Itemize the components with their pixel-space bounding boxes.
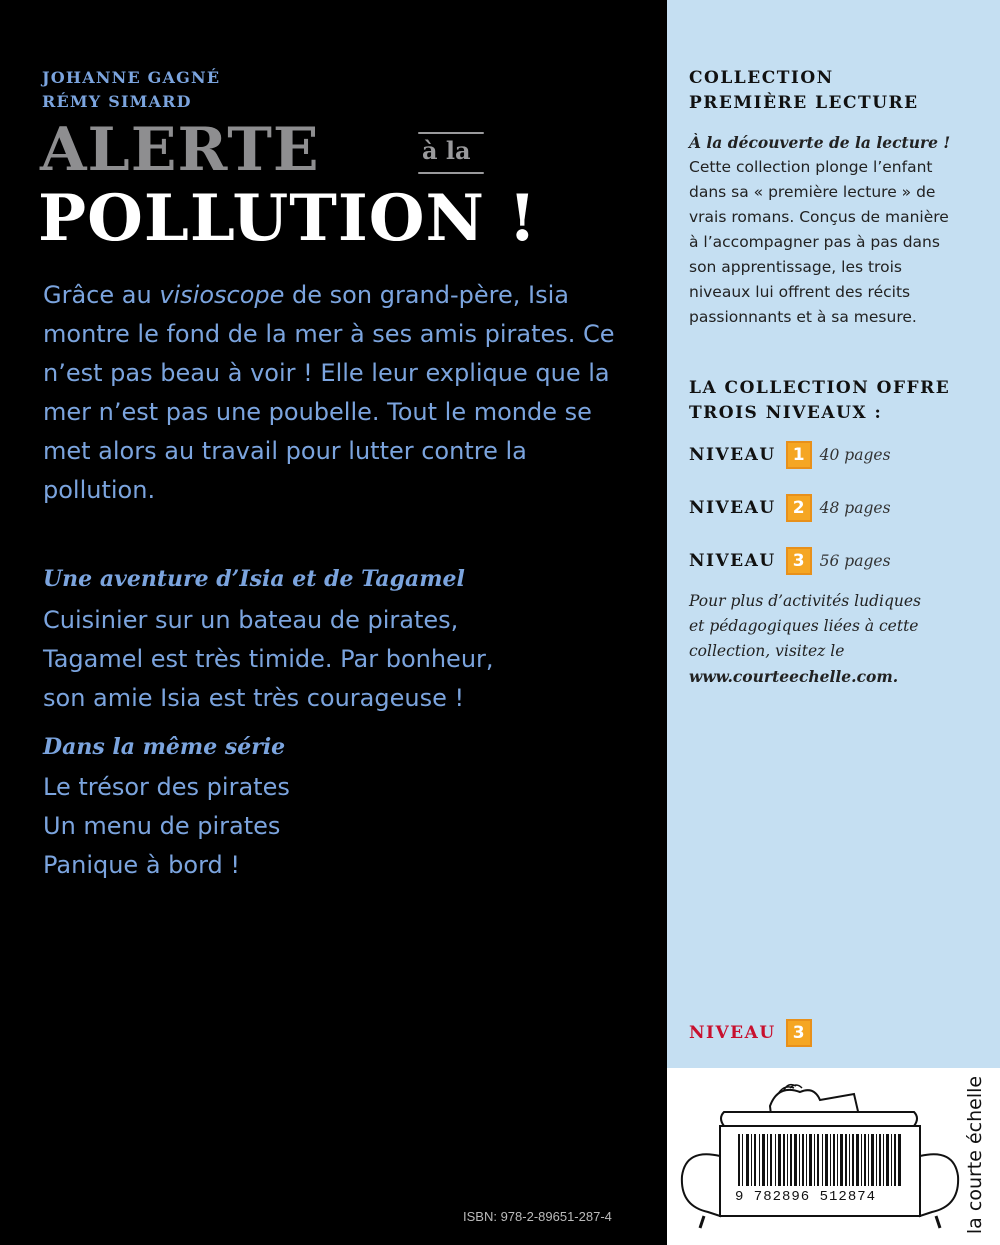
series-list: [43, 768, 290, 885]
intro-line-1: Cette collection plonge l’enfant: [689, 158, 933, 176]
title-decor-line-top: [418, 132, 484, 134]
blurb-after: de son grand-père, Isia montre le fond de la mer à ses amis pirates. Ce n’est pas beau à voir ! Elle leur explique que la mer n’est pas une poubelle. Tout le monde se met alors au travail pour lutter contre la pollution.: [43, 281, 615, 504]
authors: [42, 66, 220, 114]
intro-line-3: vrais romans. Conçus de manière: [689, 208, 949, 226]
summary-blurb: [43, 276, 643, 510]
title-decor-line-bottom: [418, 172, 484, 174]
current-level-badge: 3: [786, 1019, 812, 1047]
adventure-line-1: Cuisinier sur un bateau de pirates,: [43, 606, 459, 634]
collection-title-line-1: COLLECTION: [689, 68, 834, 88]
intro-line-5: son apprentissage, les trois: [689, 258, 902, 276]
more-line-1: Pour plus d’activités ludiques: [689, 592, 922, 610]
author-2: RÉMY SIMARD: [42, 92, 192, 111]
intro-line-2: dans sa « première lecture » de: [689, 183, 936, 201]
title-small-words: [418, 130, 488, 180]
collection-title: [689, 66, 919, 116]
title-line-2: POLLUTION !: [38, 181, 538, 256]
collection-intro: [689, 130, 989, 330]
publisher-name: la courte échelle: [964, 1075, 986, 1235]
more-activities: [689, 589, 989, 689]
level-pages: 40 pages: [819, 446, 891, 464]
adventure-heading: Une aventure d’Isia et de Tagamel: [43, 566, 465, 592]
more-line-3: collection, visitez le: [689, 642, 845, 660]
level-row-1: [689, 440, 891, 470]
publisher-logo: [960, 1075, 990, 1235]
level-label: NIVEAU: [689, 498, 776, 518]
isbn: ISBN: 978-2-89651-287-4: [463, 1209, 612, 1224]
series-heading: Dans la même série: [43, 734, 286, 760]
author-1: JOHANNE GAGNÉ: [42, 68, 221, 87]
website-link[interactable]: www.courteechelle.com.: [689, 667, 899, 686]
level-row-2: [689, 493, 891, 523]
blurb-before: Grâce au: [43, 281, 160, 309]
adventure-text: [43, 601, 494, 718]
collection-offer-heading: [689, 376, 950, 426]
more-line-2: et pédagogiques liées à cette: [689, 617, 919, 635]
adventure-line-3: son amie Isia est très courageuse !: [43, 684, 465, 712]
level-label: NIVEAU: [689, 551, 776, 571]
current-level-label: NIVEAU: [689, 1023, 776, 1043]
level-label: NIVEAU: [689, 445, 776, 465]
couch-back-icon: [721, 1112, 917, 1126]
intro-line-6: niveaux lui offrent des récits: [689, 283, 911, 301]
level-badge: 3: [786, 547, 812, 575]
adventure-line-2: Tagamel est très timide. Par bonheur,: [43, 645, 494, 673]
collection-lead: À la découverte de la lecture !: [689, 133, 951, 152]
level-row-3: [689, 546, 891, 576]
series-title-2: Un menu de pirates: [43, 812, 281, 840]
couch-left-arm-icon: [682, 1154, 720, 1216]
series-title-1: Le trésor des pirates: [43, 773, 290, 801]
title-line-1: ALERTE: [40, 115, 320, 185]
intro-line-4: à l’accompagner pas à pas dans: [689, 233, 940, 251]
title-small-text: à la: [422, 136, 471, 165]
barcode-digits: 9 782896 512874: [735, 1189, 877, 1205]
collection-title-line-2: PREMIÈRE LECTURE: [689, 93, 919, 113]
series-title-3: Panique à bord !: [43, 851, 241, 879]
offer-line-2: TROIS NIVEAUX :: [689, 403, 883, 423]
intro-line-7: passionnants et à sa mesure.: [689, 308, 917, 326]
offer-line-1: LA COLLECTION OFFRE: [689, 378, 951, 398]
couch-reader-illustration: [680, 1076, 960, 1236]
level-pages: 48 pages: [819, 499, 891, 517]
level-pages: 56 pages: [819, 552, 891, 570]
current-level: [689, 1018, 812, 1048]
level-badge: 1: [786, 441, 812, 469]
blurb-emphasis: visioscope: [159, 281, 285, 309]
level-badge: 2: [786, 494, 812, 522]
couch-right-arm-icon: [920, 1154, 958, 1216]
